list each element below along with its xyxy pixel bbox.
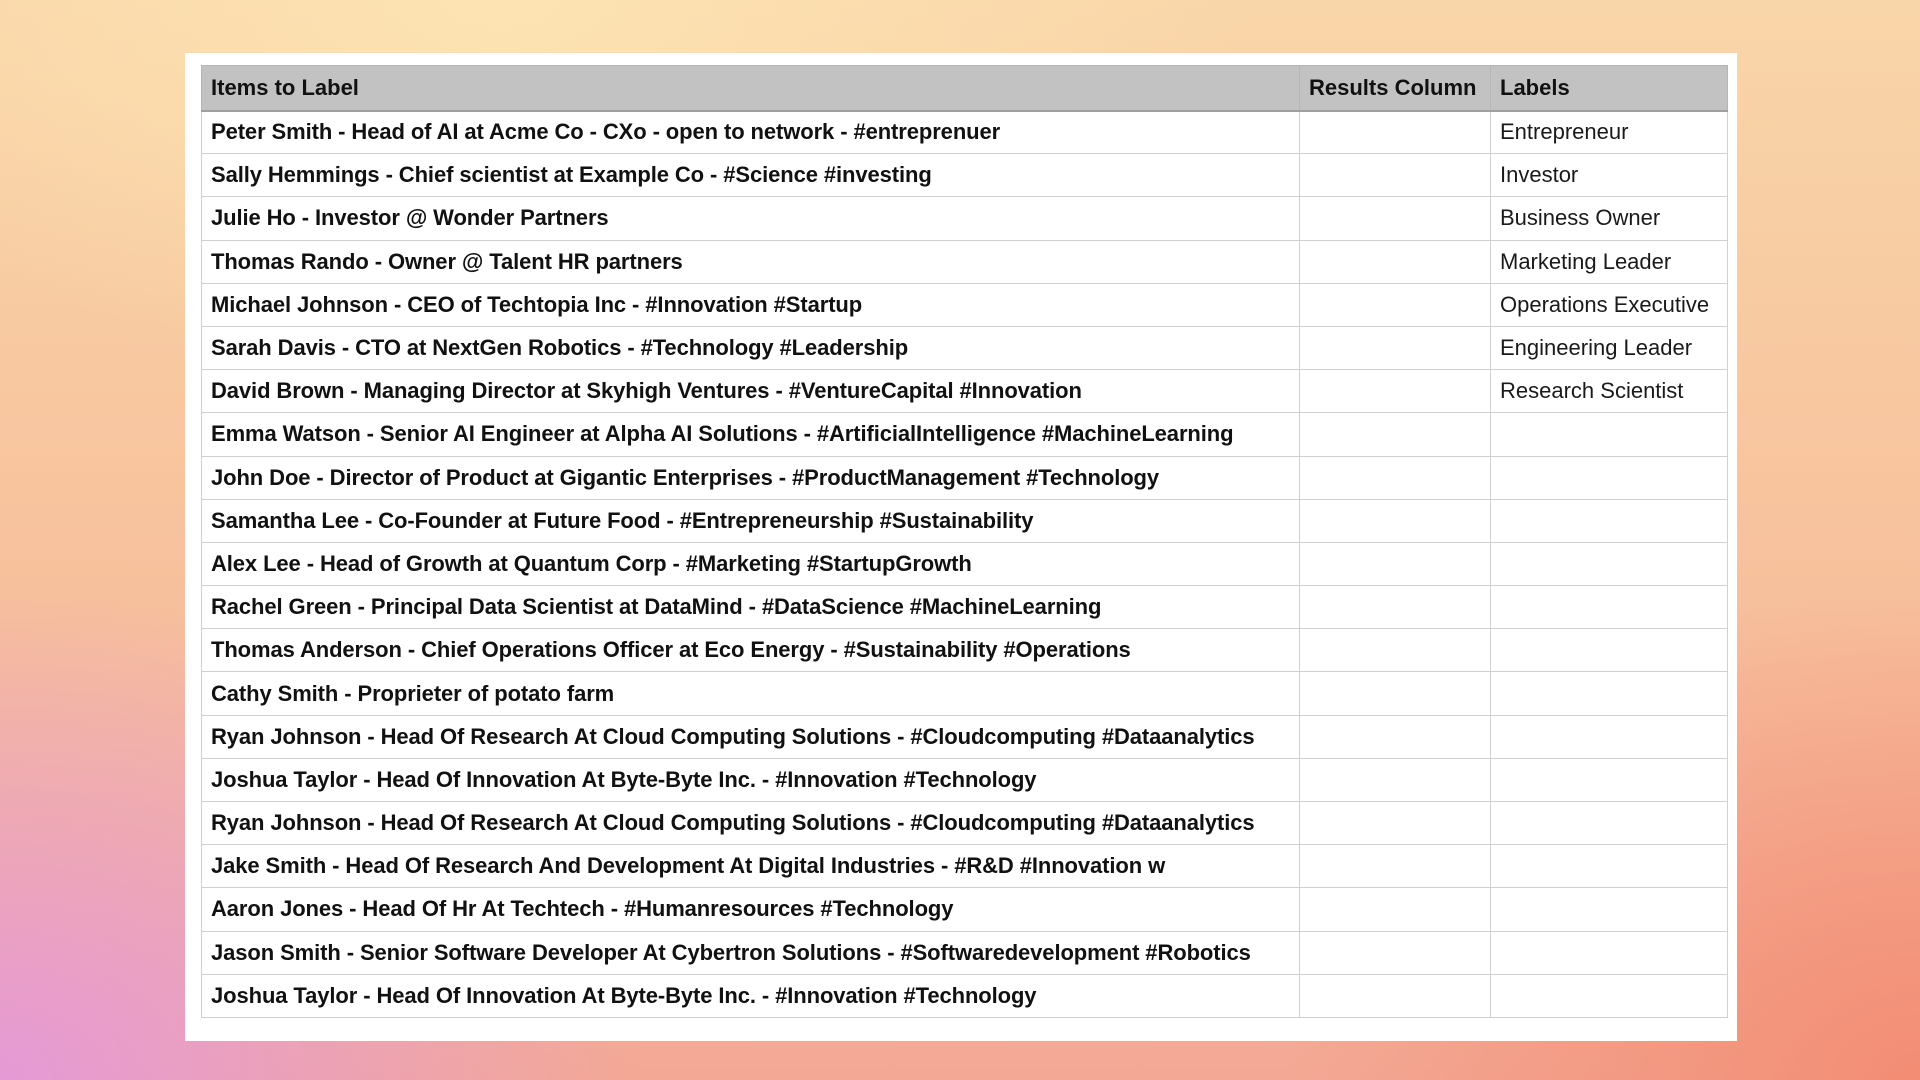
result-cell[interactable]	[1300, 586, 1491, 629]
result-cell[interactable]	[1300, 931, 1491, 974]
label-cell[interactable]	[1491, 542, 1728, 585]
column-header-labels[interactable]: Labels	[1491, 66, 1728, 111]
item-cell[interactable]: Sarah Davis - CTO at NextGen Robotics - #Technology #Leadership	[202, 326, 1300, 369]
result-cell[interactable]	[1300, 888, 1491, 931]
item-cell[interactable]: Ryan Johnson - Head Of Research At Cloud Computing Solutions - #Cloudcomputing #Dataanalytics	[202, 715, 1300, 758]
table-row	[202, 456, 1728, 499]
table-row	[202, 629, 1728, 672]
table-row	[202, 586, 1728, 629]
result-cell[interactable]	[1300, 370, 1491, 413]
table-row	[202, 240, 1728, 283]
label-cell[interactable]: Entrepreneur	[1491, 111, 1728, 154]
table-row	[202, 542, 1728, 585]
table-row	[202, 370, 1728, 413]
item-cell[interactable]: Alex Lee - Head of Growth at Quantum Corp - #Marketing #StartupGrowth	[202, 542, 1300, 585]
label-cell[interactable]: Business Owner	[1491, 197, 1728, 240]
table-row	[202, 974, 1728, 1017]
label-cell[interactable]: Research Scientist	[1491, 370, 1728, 413]
label-cell[interactable]	[1491, 672, 1728, 715]
result-cell[interactable]	[1300, 499, 1491, 542]
label-cell[interactable]	[1491, 888, 1728, 931]
label-cell[interactable]	[1491, 499, 1728, 542]
table-row	[202, 802, 1728, 845]
result-cell[interactable]	[1300, 154, 1491, 197]
table-row	[202, 715, 1728, 758]
table-row	[202, 326, 1728, 369]
item-cell[interactable]: Samantha Lee - Co-Founder at Future Food - #Entrepreneurship #Sustainability	[202, 499, 1300, 542]
item-cell[interactable]: Cathy Smith - Proprieter of potato farm	[202, 672, 1300, 715]
label-cell[interactable]	[1491, 715, 1728, 758]
label-cell[interactable]	[1491, 931, 1728, 974]
result-cell[interactable]	[1300, 413, 1491, 456]
item-cell[interactable]: Julie Ho - Investor @ Wonder Partners	[202, 197, 1300, 240]
item-cell[interactable]: Thomas Anderson - Chief Operations Officer at Eco Energy - #Sustainability #Operations	[202, 629, 1300, 672]
item-cell[interactable]: Ryan Johnson - Head Of Research At Cloud Computing Solutions - #Cloudcomputing #Dataanalytics	[202, 802, 1300, 845]
result-cell[interactable]	[1300, 845, 1491, 888]
result-cell[interactable]	[1300, 240, 1491, 283]
table-body	[202, 111, 1728, 1018]
table-row	[202, 888, 1728, 931]
table-row	[202, 758, 1728, 801]
label-cell[interactable]	[1491, 845, 1728, 888]
item-cell[interactable]: David Brown - Managing Director at Skyhigh Ventures - #VentureCapital #Innovation	[202, 370, 1300, 413]
item-cell[interactable]: Joshua Taylor - Head Of Innovation At Byte-Byte Inc. - #Innovation #Technology	[202, 758, 1300, 801]
result-cell[interactable]	[1300, 326, 1491, 369]
label-cell[interactable]: Marketing Leader	[1491, 240, 1728, 283]
spreadsheet-table	[201, 65, 1728, 1018]
column-header-items[interactable]: Items to Label	[202, 66, 1300, 111]
result-cell[interactable]	[1300, 542, 1491, 585]
item-cell[interactable]: John Doe - Director of Product at Gigantic Enterprises - #ProductManagement #Technology	[202, 456, 1300, 499]
table-row	[202, 499, 1728, 542]
label-cell[interactable]	[1491, 974, 1728, 1017]
item-cell[interactable]: Sally Hemmings - Chief scientist at Example Co - #Science #investing	[202, 154, 1300, 197]
item-cell[interactable]: Rachel Green - Principal Data Scientist at DataMind - #DataScience #MachineLearning	[202, 586, 1300, 629]
header-row	[202, 66, 1728, 111]
item-cell[interactable]: Emma Watson - Senior AI Engineer at Alpha AI Solutions - #ArtificialIntelligence #MachineLearning	[202, 413, 1300, 456]
table-row	[202, 672, 1728, 715]
table-row	[202, 111, 1728, 154]
table-row	[202, 413, 1728, 456]
result-cell[interactable]	[1300, 456, 1491, 499]
result-cell[interactable]	[1300, 758, 1491, 801]
table-row	[202, 283, 1728, 326]
label-cell[interactable]: Engineering Leader	[1491, 326, 1728, 369]
item-cell[interactable]: Jake Smith - Head Of Research And Development At Digital Industries - #R&D #Innovation w	[202, 845, 1300, 888]
label-cell[interactable]: Investor	[1491, 154, 1728, 197]
column-header-results[interactable]: Results Column	[1300, 66, 1491, 111]
result-cell[interactable]	[1300, 715, 1491, 758]
result-cell[interactable]	[1300, 672, 1491, 715]
table-row	[202, 154, 1728, 197]
label-cell[interactable]	[1491, 758, 1728, 801]
item-cell[interactable]: Jason Smith - Senior Software Developer At Cybertron Solutions - #Softwaredevelopment #Robotics	[202, 931, 1300, 974]
item-cell[interactable]: Joshua Taylor - Head Of Innovation At Byte-Byte Inc. - #Innovation #Technology	[202, 974, 1300, 1017]
table-row	[202, 931, 1728, 974]
table-row	[202, 197, 1728, 240]
item-cell[interactable]: Peter Smith - Head of AI at Acme Co - CXo - open to network - #entreprenuer	[202, 111, 1300, 154]
label-cell[interactable]	[1491, 802, 1728, 845]
spreadsheet-card	[185, 53, 1737, 1041]
table-row	[202, 845, 1728, 888]
label-cell[interactable]: Operations Executive	[1491, 283, 1728, 326]
label-cell[interactable]	[1491, 413, 1728, 456]
item-cell[interactable]: Michael Johnson - CEO of Techtopia Inc - #Innovation #Startup	[202, 283, 1300, 326]
label-cell[interactable]	[1491, 456, 1728, 499]
label-cell[interactable]	[1491, 629, 1728, 672]
result-cell[interactable]	[1300, 974, 1491, 1017]
item-cell[interactable]: Aaron Jones - Head Of Hr At Techtech - #Humanresources #Technology	[202, 888, 1300, 931]
result-cell[interactable]	[1300, 629, 1491, 672]
result-cell[interactable]	[1300, 197, 1491, 240]
result-cell[interactable]	[1300, 283, 1491, 326]
result-cell[interactable]	[1300, 802, 1491, 845]
item-cell[interactable]: Thomas Rando - Owner @ Talent HR partners	[202, 240, 1300, 283]
result-cell[interactable]	[1300, 111, 1491, 154]
label-cell[interactable]	[1491, 586, 1728, 629]
